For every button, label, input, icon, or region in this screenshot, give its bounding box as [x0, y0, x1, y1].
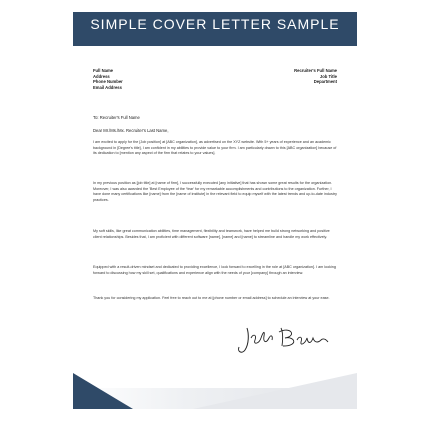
body-paragraph: My soft skills, like great communication abilities, time management, flexibility and teamwork, have helped me build strong networking and positive client relationships. Besides that, I am proficient with different software [name], [name] and [name] to streamline and handle my work effectively.: [93, 229, 330, 239]
to-line: To: Recruiter's Full Name: [93, 115, 140, 120]
body-paragraph: Equipped with a result-driven mindset and dedicated to providing excellence, I look forward to excelling in the role at [ABC organization]. I am looking forward to discussing how my skill set, qualifications and experience align with the needs of your [company] through an interview.: [93, 265, 336, 275]
cover-letter-page: [73, 0, 357, 430]
salutation: Dear Mr./Ms./Mx. Recruiter's Last Name,: [93, 128, 169, 133]
sender-address: Address: [93, 73, 110, 79]
sender-name: Full Name: [93, 68, 114, 73]
recipient-job-title: Job Title: [319, 73, 337, 79]
body-paragraph: Thank you for considering my application. Feel free to reach out to me at [phone number or email address] to schedule an interview at your ease.: [93, 296, 330, 300]
body-paragraph: I am excited to apply for the [Job position] at [ABC organization], as advertised on the XYZ website. With 5+ years of experience and an academic background in [Degree's title], I am confident in my abilities to provide value to your firm. I am particularly drawn to this [ABC organization] because of its dedication to [mention any aspect of the firm that relates to your values].: [93, 140, 337, 156]
sender-block: [93, 68, 123, 90]
signature-graphic: [233, 322, 333, 358]
header-banner: [73, 12, 357, 46]
recipient-name: Recruiter's Full Name: [294, 68, 337, 73]
recipient-department: Department: [313, 79, 337, 85]
body-paragraph: In my previous position as [job title] at [name of firm], I successfully executed [any initiative] that has shown some great results for the organization. Moreover, I was also awarded the 'Best Employee of the Year' for my remarkable accomplishments and contributions to the organization. Further, I have done many certifications like [name] from the [name of institute] in the relevant field to equip myself with the latest trends and up-to-date industry practices.: [93, 181, 337, 202]
page-title: SIMPLE COVER LETTER SAMPLE: [90, 16, 340, 32]
signature: [233, 322, 333, 363]
sender-email: Email Address: [93, 84, 122, 90]
footer-gray-shape: [193, 373, 357, 409]
recipient-block: [294, 68, 337, 85]
footer-dark-triangle: [73, 373, 133, 409]
sender-phone: Phone Number: [93, 79, 123, 85]
